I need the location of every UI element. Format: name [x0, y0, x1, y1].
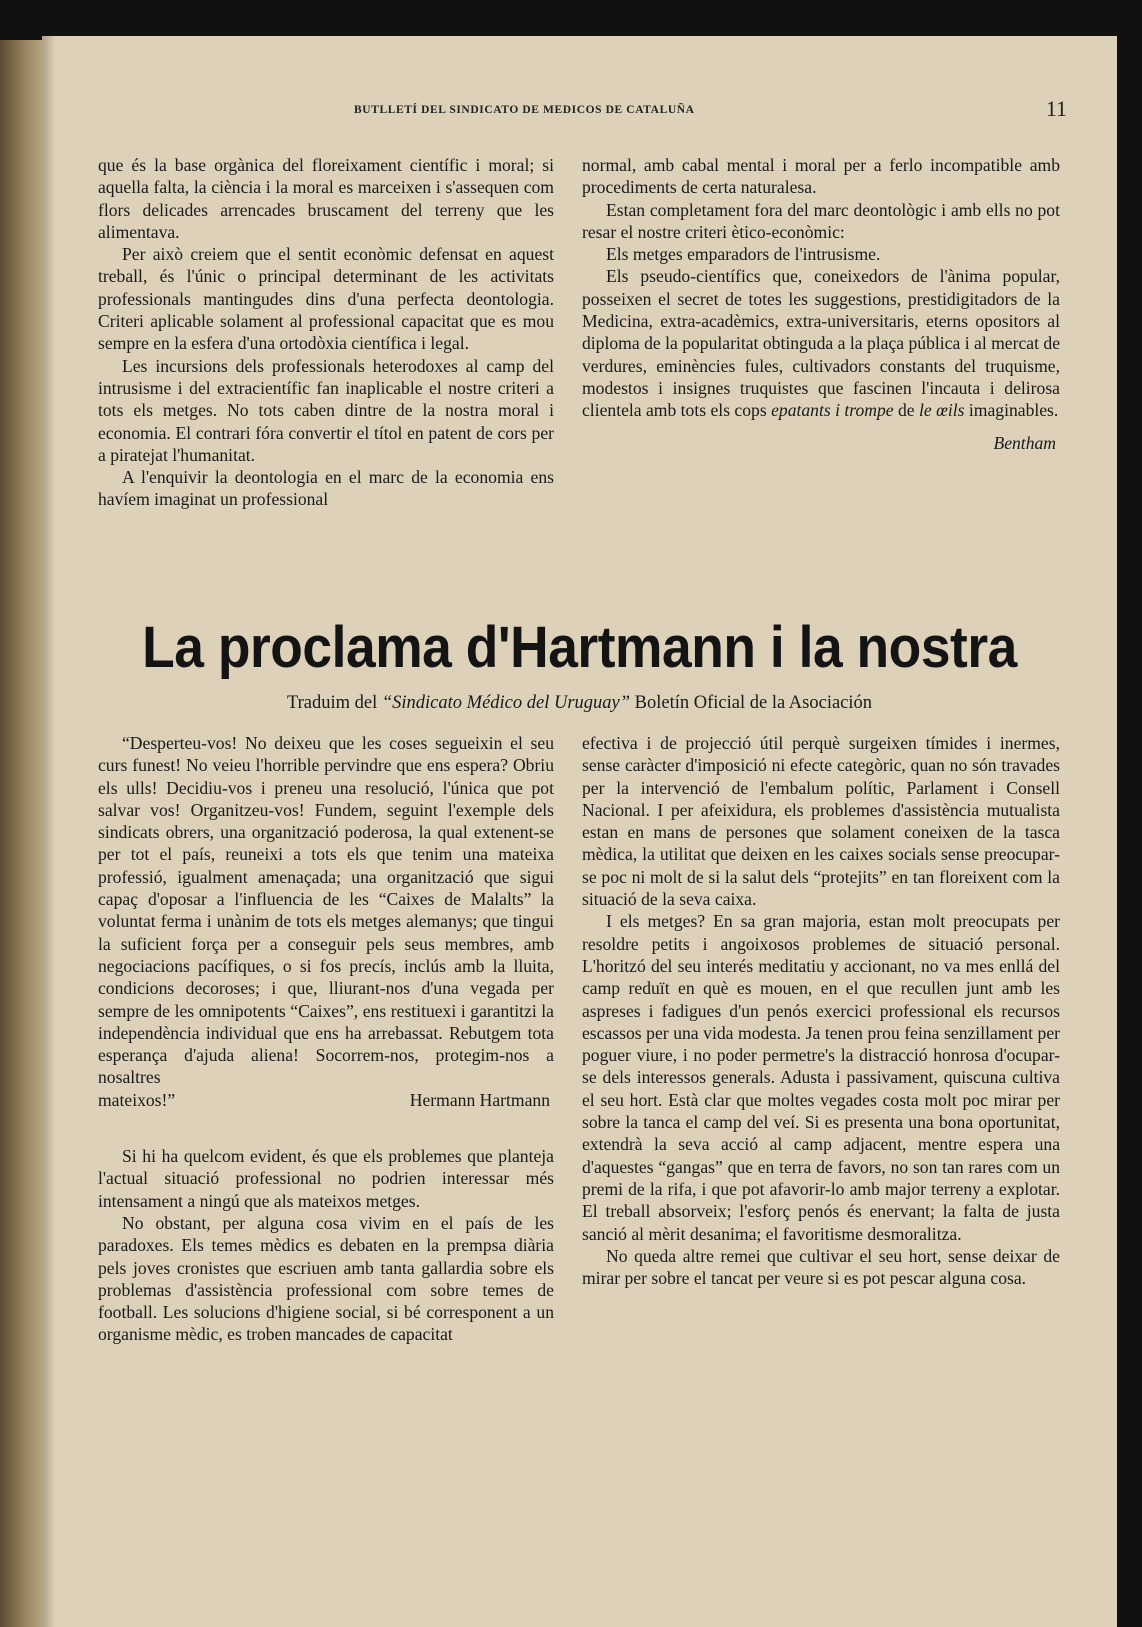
paragraph: Si hi ha quelcom evident, és que els problemes que planteja l'actual situació professional no podrien interessar més intensament a ningú que als mateixos metges.: [98, 1146, 554, 1211]
quote-ending: [98, 1089, 554, 1111]
paragraph: A l'enquivir la deontologia en el marc de la economia ens havíem imaginat un professional: [98, 467, 554, 510]
article-signature: Bentham: [993, 432, 1056, 453]
journal-page: [42, 36, 1117, 1627]
quote-last-line: mateixos!”: [98, 1089, 176, 1110]
quote-paragraph: “Desperteu-vos! No deixeu que les coses segueixin el seu curs funest! No veieu l'horrible pervindre que ens espera? Obriu els ulls! Decidiu-vos i preneu una resolució, l'única que pot salvar vos! Organitzeu-vos! Fundem, seguint l'exemple dels sindicats obrers, una organització poderosa, la qual extenent-se per tot el país, reuneixi a tots els que tenim una mateixa professió, igualment amenaçada; una organització que sigui capaç d'oposar a l'influencia de les “Caixes de Malalts” la voluntat ferma i unànim de tots els metges alemanys; que tingui la suficient força per a conseguir pels seus membres, amb negociacions pacífiques, o si fos precís, inclús amb la lluita, condicions decoroses; i que, lliurant-nos d'una vegada per sempre de les omnipotents “Caixes”, ens restituexi i garantitzi la independència individual que ens ha arrebassat. Rebutgem tota esperança d'ajuda aliena! Socorrem-nos, protegim-nos a nosaltres: [98, 733, 554, 1088]
paragraph-text: Els pseudo-científics que, coneixedors de l'ànima popular, posseixen el secret de totes les suggestions, prestidigitadors de la Medicina, extra-acadèmics, extra-universitaris, eterns opositors al diploma de la popularitat obtinguda a la plaça pública i al mercat de verdures, eminències fules, cultivadors constants del truquisme, modestos i insignes truquistes que fascinen l'incauta i delirosa clientela amb tots els cops: [582, 266, 1060, 421]
paragraph: I els metges? En sa gran majoria, estan molt preocupats per resoldre petits i angoixosos problemes de situació personal. L'horitzó del seu interés meditatiu y accionant, no va mes enllá del camp reduït en què es mouen, en el que recullen junt amb les aspreses i fadigues d'un penós exercici professional els recursos escassos per una vida modesta. Ja tenen prou feina senzillament per poguer viure, i no poder permetre's la distracció honrosa d'ocupar-se dels interessos generals. Adusta i passivament, quiscuna cultiva el seu hort. Està clar que moltes vegades costa molt poc mirar per sobre la tanca el camp del veí. Si es presenta una bona oportunitat, extendrà la seva acció al camp adjacent, mentre espera una d'aquestes “gangas” que en terra de favors, no son tan rares com un premi de la rifa, i que pot afavorir-lo amb major terreny a explotar. El treball absorveix; l'esforç penós és enervant; la falta de justa sanció al mèrit desanima; el favoritisme desmoralitza.: [582, 911, 1060, 1244]
paragraph: efectiva i de projecció útil perquè surgeixen tímides i inermes, sense caràcter d'imposició ni efecte categòric, quan no són travades per la intervenció de l'embalum polític, Parlament i Consell Nacional. I per afeixidura, els problemes d'assistència mutualista estan en mans de persones que solament coneixen de la tasca mèdica, la utilitat que deixen en les caixes socials sense preocupar-se poc ni molt de si la salut dels “protejits” en tan floreixent com la situació de la seva caixa.: [582, 733, 1060, 910]
paragraph: [582, 265, 1060, 421]
running-title: BUTLLETÍ DEL SINDICATO DE MEDICOS DE CATALUÑA: [354, 104, 695, 116]
article1-left-column: [98, 154, 554, 511]
paragraph-text: imaginables.: [968, 400, 1059, 421]
italic-phrase: epatants i trompe: [771, 400, 894, 421]
subtitle-source: “Sindicato Médico del Uruguay”: [381, 693, 631, 713]
page-number: 11: [1045, 96, 1067, 121]
paragraph: Per això creiem que el sentit econòmic defensat en aquest treball, és l'únic o principal determinant de les activitats professionals mantingudes dins d'una perfecta deontologia. Criteri aplicable solament al professional capacitat que es mou sempre en la esfera d'una ortodòxia científica i legal.: [98, 244, 554, 354]
paragraph: normal, amb cabal mental i moral per a ferlo incompatible amb procediments de certa naturalesa.: [582, 155, 1060, 198]
article1-right-column: [582, 154, 1060, 454]
article2-left-column: [98, 732, 554, 1346]
page-header: [42, 96, 1117, 124]
book-binding: [0, 40, 42, 1627]
paragraph-text: de: [898, 400, 915, 421]
paragraph: Les incursions dels professionals heterodoxes al camp del intrusisme i del extracientífic fan inaplicable el nostre criteri a tots els metges. No tots caben dintre de la nostra moral i economia. El contrari fóra convertir el títol en patent de cors per a piratejat l'humanitat.: [98, 355, 554, 465]
quote-author: Hermann Hartmann: [409, 1089, 550, 1110]
paragraph: Els metges emparadors de l'intrusisme.: [606, 244, 881, 265]
subtitle-suffix: Boletín Oficial de la Asociación: [634, 693, 873, 713]
paragraph: Estan completament fora del marc deontològic i amb ells no pot resar el nostre criteri ètico-econòmic:: [582, 199, 1060, 242]
article-title: La proclama d'Hartmann i la nostra: [142, 615, 1017, 680]
paragraph: No obstant, per alguna cosa vivim en el país de les paradoxes. Els temes mèdics es debaten en la prempsa diària pels joves cronistes que escriuen amb tanta gallardia sobre els problemas d'assistència professional com sobre temes de football. Les solucions d'higiene social, si bé corresponent a un organisme mèdic, es troben mancades de capacitat: [98, 1212, 554, 1345]
paragraph: No queda altre remei que cultivar el seu hort, sense deixar de mirar per sobre el tancat per veure si es pot pescar alguna cosa.: [582, 1245, 1060, 1289]
paragraph: que és la base orgànica del floreixament científic i moral; si aquella falta, la ciència i la moral es marceixen i s'assequen com flors delicades arrencades bruscament del terreny que les alimentava.: [98, 155, 554, 242]
article2-right-column: [582, 732, 1060, 1289]
article-subtitle: [42, 693, 1117, 714]
italic-phrase: le œils: [919, 400, 965, 421]
subtitle-prefix: Traduim del: [286, 693, 378, 713]
